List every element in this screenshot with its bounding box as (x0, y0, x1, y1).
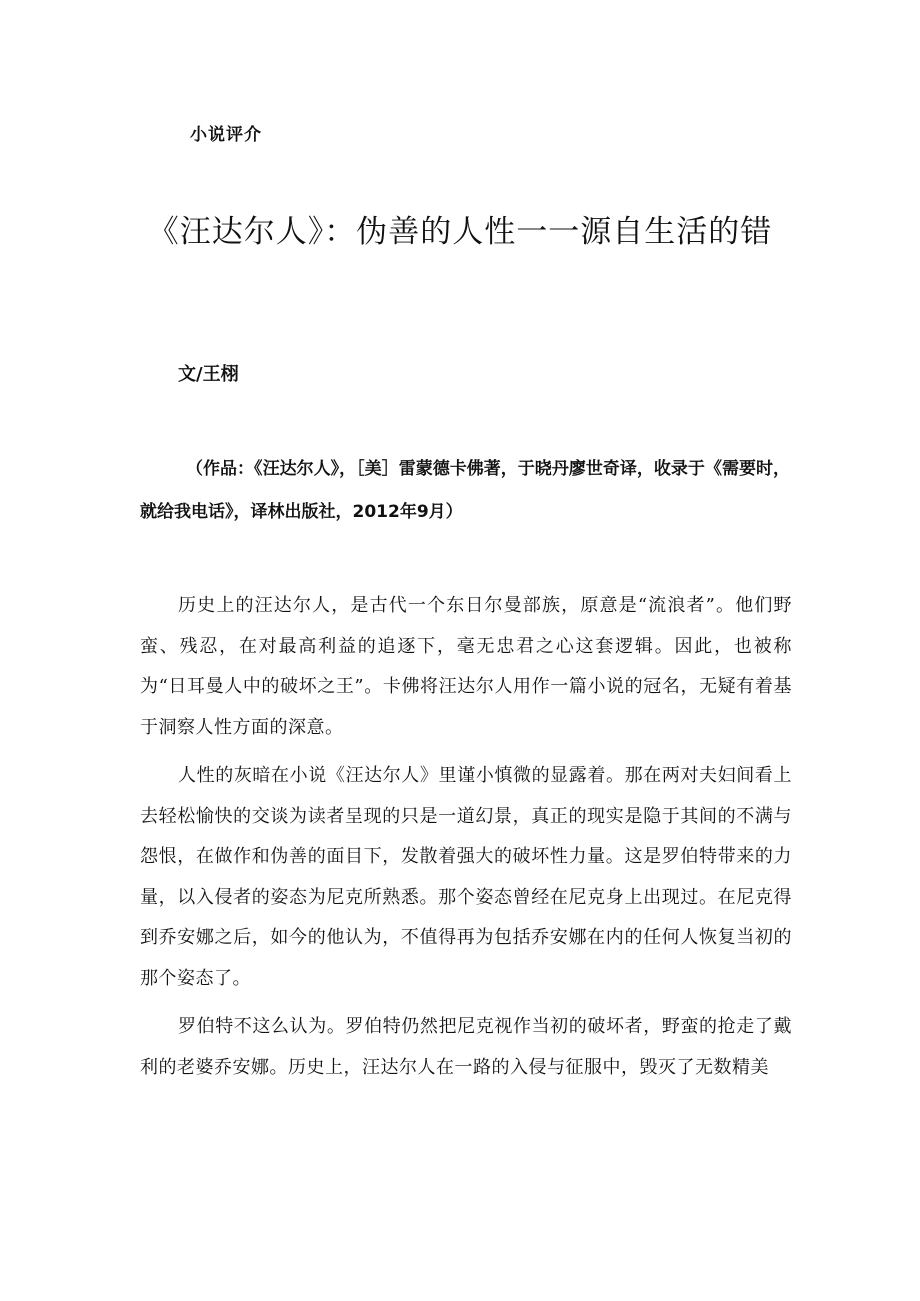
body-paragraph: 罗伯特不这么认为。罗伯特仍然把尼克视作当初的破坏者，野蛮的抢走了戴利的老婆乔安娜。历史上，汪达尔人在一路的入侵与征服中，毁灭了无数精美 (140, 1016, 792, 1078)
body-paragraph: 历史上的汪达尔人，是古代一个东日尔曼部族，原意是“流浪者”。他们野蛮、残忍，在对最高利益的追逐下，毫无忠君之心这套逻辑。因此，也被称为“日耳曼人中的破坏之王”。卡佛将汪达尔人用作一篇小说的冠名，无疑有着基于洞察人性方面的深意。 (140, 595, 792, 738)
work-info: （作品：《汪达尔人》，［美］雷蒙德卡佛著，于晓丹廖世奇译，收录于《需要时，就给我电话》，译林出版社，2012年9月） (140, 459, 790, 522)
article-title: 《汪达尔人》：伪善的人性一一源自生活的错 (147, 214, 773, 250)
body-paragraph: 人性的灰暗在小说《汪达尔人》里谨小慎微的显露着。那在两对夫妇间看上去轻松愉快的交谈为读者呈现的只是一道幻景，真正的现实是隐于其间的不满与怨恨，在做作和伪善的面目下，发散着强大的破坏性力量。这是罗伯特带来的力量，以入侵者的姿态为尼克所熟悉。那个姿态曾经在尼克身上出现过。在尼克得到乔安娜之后，如今的他认为，不值得再为包括乔安娜在内的任何人恢复当初的那个姿态了。 (140, 765, 792, 989)
article-body (140, 586, 792, 1096)
category-label: 小说评介 (190, 125, 262, 145)
author-byline: 文/王栩 (178, 364, 239, 385)
